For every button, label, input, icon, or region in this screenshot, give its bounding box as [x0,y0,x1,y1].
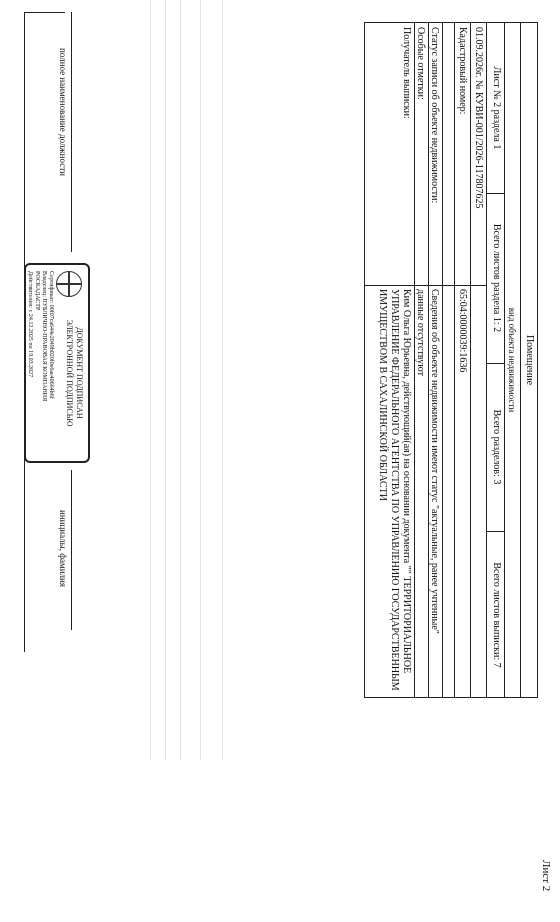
special-marks-label: Особые отметки: [415,27,426,100]
recipient-label: Получатель выписки: [401,27,412,119]
cadastral-label: Кадастровый номер: [457,27,468,115]
object-type-row [520,22,538,698]
sheet-info: Лист № 2 раздела 1 [491,66,502,150]
cadastral-row [454,22,470,698]
e-signature-stamp [24,263,90,463]
total-sections: Всего разделов: 3 [491,409,502,485]
status-value: Сведения об объекте недвижимости имеют статус "актуальные, ранее учтенные" [429,289,440,634]
total-sheets-section: Всего листов раздела 1: 2 [491,223,502,333]
extract-date-row [470,22,486,698]
stamp-owner: Владелец: ПУБЛИЧНО-ПРАВОВАЯ КОМПАНИЯ [41,271,47,402]
spacer-row [442,22,454,698]
position-caption: полное наименование должности [58,48,68,176]
cadastral-value: 65:04:0000039:1636 [457,289,468,373]
sheet-number: Лист 2 [540,860,552,892]
special-marks-value: данные отсутствуют [415,289,426,376]
stamp-line2: ЭЛЕКТРОННОЙ ПОДПИСЬЮ [65,319,74,427]
stamp-owner2: РОСКАДАСТР [34,271,40,311]
status-label: Статус записи об объекте недвижимости: [429,27,440,204]
recipient-row [364,22,414,698]
extract-table [364,22,538,698]
special-marks-row [414,22,428,698]
extract-date-number: 01.09.2026г. № КУВИ-001/2026-117807625 [473,27,484,209]
status-row [428,22,442,698]
object-type-subtitle: вид объекта недвижимости [507,307,517,413]
object-type-subtitle-row [504,22,520,698]
stamp-valid: Действителен: с 24.12.2025 по 19.03.2027 [27,271,33,378]
name-caption: инициалы, фамилия [58,510,68,587]
stamp-cert: Сертификат: 00f07ca644e2049b020f0e6ae40664b6f [48,271,54,399]
object-type-title: Помещение [524,334,535,386]
stamp-line1: ДОКУМЕНТ ПОДПИСАН [75,327,84,419]
recipient-value: Ким Ольга Юрьевна, действующий(ая) на основании документа "" ТЕРРИТОРИАЛЬНОЕ УПРАВЛЕНИЕ ФЕДЕРАЛЬНОГО АГЕНТСТВА ПО УПРАВЛЕНИЮ ГОСУДАРСТВЕННЫМ ИМУЩЕСТВОМ В САХАЛИНСКОЙ ОБЛАСТИ [377,289,412,691]
total-extract-sheets: Всего листов выписки: 7 [491,562,502,668]
emblem-icon [56,271,82,297]
sheet-counts-row [486,22,504,698]
